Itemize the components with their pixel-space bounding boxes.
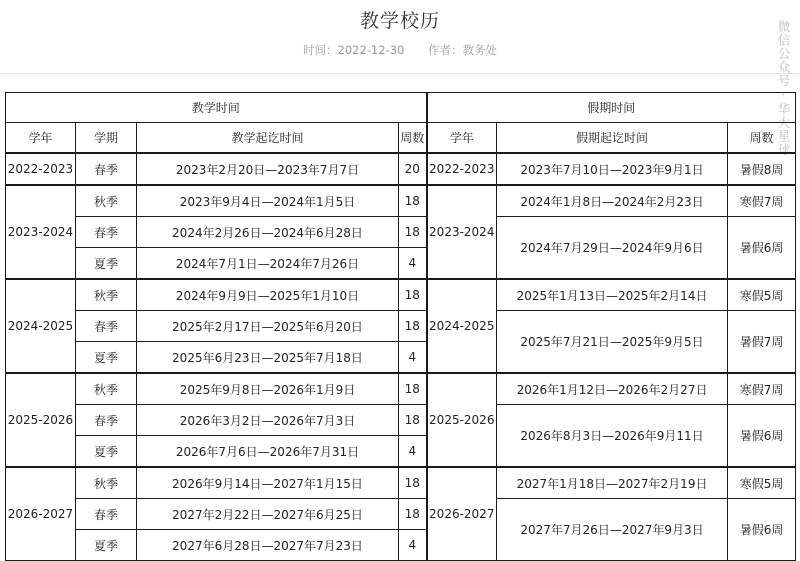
vacation-school-year: 2025-2026 — [427, 373, 497, 467]
teaching-range: 2024年9月9日—2025年1月10日 — [137, 279, 399, 311]
semester: 夏季 — [76, 342, 137, 374]
teaching-range: 2024年2月26日—2024年6月28日 — [137, 217, 399, 248]
column-header-weeks: 周数 — [399, 123, 427, 154]
publish-time: 时间：2022-12-30 — [303, 43, 405, 57]
column-header-teaching-range: 教学起讫时间 — [137, 123, 399, 154]
vacation-school-year: 2024-2025 — [427, 279, 497, 373]
article-meta — [0, 42, 800, 58]
semester: 春季 — [76, 153, 137, 185]
teaching-range: 2025年6月23日—2025年7月18日 — [137, 342, 399, 374]
table-row — [6, 405, 796, 436]
teaching-weeks: 18 — [399, 405, 427, 436]
page-title: 教学校历 — [359, 10, 440, 32]
teaching-weeks: 18 — [399, 373, 427, 405]
school-year: 2026-2027 — [6, 467, 76, 561]
column-header-semester: 学期 — [76, 123, 137, 154]
teaching-range: 2027年6月28日—2027年7月23日 — [137, 530, 399, 561]
vacation-weeks: 暑假6周 — [728, 405, 796, 468]
semester: 秋季 — [76, 185, 137, 217]
semester: 夏季 — [76, 530, 137, 561]
vacation-weeks: 暑假7周 — [728, 311, 796, 374]
teaching-weeks: 18 — [399, 185, 427, 217]
vacation-range: 2024年1月8日—2024年2月23日 — [497, 185, 728, 217]
teaching-range: 2026年7月6日—2026年7月31日 — [137, 436, 399, 468]
teaching-weeks: 20 — [399, 153, 427, 185]
vacation-weeks: 寒假5周 — [728, 467, 796, 499]
semester: 夏季 — [76, 436, 137, 468]
table-row — [6, 499, 796, 530]
table-row — [6, 467, 796, 499]
school-year: 2022-2023 — [6, 153, 76, 185]
teaching-range: 2025年9月8日—2026年1月9日 — [137, 373, 399, 405]
semester: 春季 — [76, 405, 137, 436]
teaching-weeks: 18 — [399, 467, 427, 499]
semester: 春季 — [76, 217, 137, 248]
vacation-range: 2026年8月3日—2026年9月11日 — [497, 405, 728, 468]
semester: 夏季 — [76, 248, 137, 280]
teaching-range: 2024年7月1日—2024年7月26日 — [137, 248, 399, 280]
semester: 秋季 — [76, 279, 137, 311]
teaching-range: 2026年9月14日—2027年1月15日 — [137, 467, 399, 499]
semester: 秋季 — [76, 467, 137, 499]
semester: 春季 — [76, 499, 137, 530]
teaching-weeks: 18 — [399, 499, 427, 530]
teaching-range: 2026年3月2日—2026年7月3日 — [137, 405, 399, 436]
vacation-weeks: 暑假6周 — [728, 499, 796, 561]
teaching-range: 2027年2月22日—2027年6月25日 — [137, 499, 399, 530]
column-header-vacation-weeks: 周数 — [728, 123, 796, 154]
table-group-header-row — [6, 93, 796, 123]
teaching-weeks: 18 — [399, 279, 427, 311]
column-header-year: 学年 — [6, 123, 76, 154]
vacation-range: 2025年7月21日—2025年9月5日 — [497, 311, 728, 374]
vacation-range: 2026年1月12日—2026年2月27日 — [497, 373, 728, 405]
semester: 秋季 — [76, 373, 137, 405]
vacation-range: 2027年7月26日—2027年9月3日 — [497, 499, 728, 561]
teaching-weeks: 4 — [399, 342, 427, 374]
semester: 春季 — [76, 311, 137, 342]
teaching-time-header: 教学时间 — [6, 93, 427, 123]
teaching-calendar-table — [5, 92, 796, 561]
vacation-weeks: 寒假7周 — [728, 373, 796, 405]
vacation-weeks: 暑假8周 — [728, 153, 796, 185]
vacation-range: 2023年7月10日—2023年9月1日 — [497, 153, 728, 185]
teaching-range: 2025年2月17日—2025年6月20日 — [137, 311, 399, 342]
table-column-header-row — [6, 123, 796, 154]
column-header-vacation-range: 假期起讫时间 — [497, 123, 728, 154]
table-row — [6, 279, 796, 311]
table-row — [6, 311, 796, 342]
school-year: 2024-2025 — [6, 279, 76, 373]
teaching-weeks: 4 — [399, 530, 427, 561]
teaching-range: 2023年9月4日—2024年1月5日 — [137, 185, 399, 217]
teaching-range: 2023年2月20日—2023年7月7日 — [137, 153, 399, 185]
column-header-vacation-year: 学年 — [427, 123, 497, 154]
vacation-school-year: 2023-2024 — [427, 185, 497, 279]
vacation-school-year: 2022-2023 — [427, 153, 497, 185]
vacation-weeks: 暑假6周 — [728, 217, 796, 280]
school-year: 2025-2026 — [6, 373, 76, 467]
vacation-range: 2027年1月18日—2027年2月19日 — [497, 467, 728, 499]
vacation-range: 2024年7月29日—2024年9月6日 — [497, 217, 728, 280]
table-row — [6, 373, 796, 405]
vacation-school-year: 2026-2027 — [427, 467, 497, 561]
header-divider — [0, 73, 800, 74]
teaching-weeks: 18 — [399, 217, 427, 248]
teaching-weeks: 4 — [399, 248, 427, 280]
author: 作者：教务处 — [428, 43, 497, 57]
table-row — [6, 217, 796, 248]
vacation-range: 2025年1月13日—2025年2月14日 — [497, 279, 728, 311]
vacation-weeks: 寒假5周 — [728, 279, 796, 311]
table-row — [6, 185, 796, 217]
teaching-weeks: 4 — [399, 436, 427, 468]
vacation-time-header: 假期时间 — [427, 93, 796, 123]
table-row — [6, 153, 796, 185]
vacation-weeks: 寒假7周 — [728, 185, 796, 217]
watermark-text: 微信公众号 · 华大星球 — [776, 20, 791, 157]
teaching-weeks: 18 — [399, 311, 427, 342]
school-year: 2023-2024 — [6, 185, 76, 279]
